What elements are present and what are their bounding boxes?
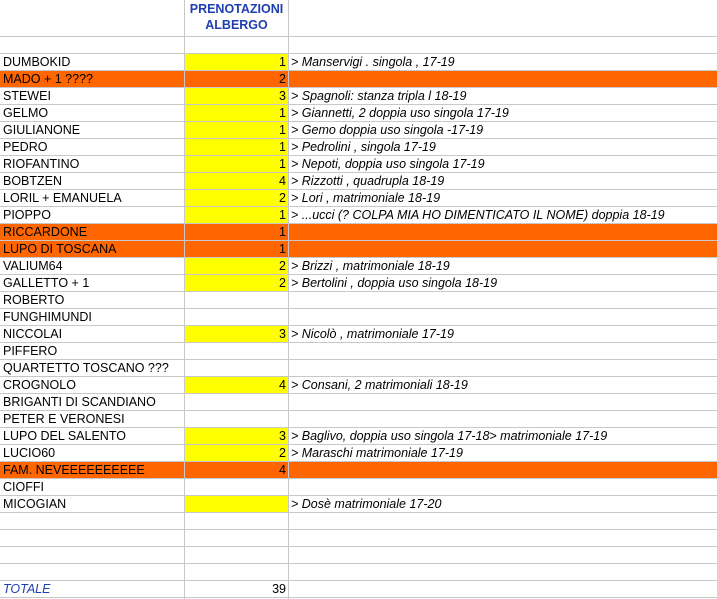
row-divider [0, 189, 717, 190]
booking-note-cell[interactable]: > Nicolò , matrimoniale 17-19 [291, 327, 454, 341]
table-row [0, 326, 717, 343]
header-title[interactable]: PRENOTAZIONI ALBERGO [189, 2, 284, 32]
room-count-cell[interactable] [185, 37, 288, 54]
room-count-cell[interactable]: 4 [185, 377, 288, 394]
guest-name-cell[interactable]: STEWEI [3, 89, 51, 103]
table-row [0, 105, 717, 122]
room-count-cell[interactable]: 2 [185, 445, 288, 462]
room-count-cell[interactable]: 2 [185, 258, 288, 275]
booking-note-cell[interactable]: > Spagnoli: stanza tripla l 18-19 [291, 89, 467, 103]
booking-note-cell[interactable]: > Lori , matrimoniale 18-19 [291, 191, 441, 205]
row-divider [0, 512, 717, 513]
row-divider [0, 308, 717, 309]
table-row [0, 547, 717, 564]
booking-note-cell[interactable] [289, 224, 717, 241]
booking-note-cell[interactable] [289, 462, 717, 479]
table-row [0, 139, 717, 156]
row-divider [0, 325, 717, 326]
row-divider [0, 36, 717, 37]
row-divider [0, 461, 717, 462]
table-row [0, 394, 717, 411]
guest-name-cell[interactable]: PETER E VERONESI [3, 412, 125, 426]
room-count-cell[interactable]: 1 [185, 54, 288, 71]
row-divider [0, 563, 717, 564]
header-row [0, 0, 717, 37]
booking-note-cell[interactable]: > Giannetti, 2 doppia uso singola 17-19 [291, 106, 509, 120]
row-divider [0, 580, 717, 581]
table-row [0, 190, 717, 207]
room-count-cell[interactable] [185, 309, 288, 326]
table-row [0, 462, 717, 479]
guest-name-cell[interactable] [0, 513, 184, 530]
room-count-cell[interactable]: 2 [185, 275, 288, 292]
guest-name-cell[interactable]: FUNGHIMUNDI [3, 310, 92, 324]
booking-note-cell[interactable]: > Gemo doppia uso singola -17-19 [291, 123, 484, 137]
row-divider [0, 529, 717, 530]
booking-note-cell[interactable]: > Maraschi matrimoniale 17-19 [291, 446, 463, 460]
guest-name-cell[interactable]: MICOGIAN [3, 497, 67, 511]
booking-note-cell[interactable] [289, 241, 717, 258]
booking-note-cell[interactable] [289, 309, 717, 326]
guest-name-cell[interactable]: FAM. NEVEEEEEEEEEE [3, 463, 145, 477]
guest-name-cell[interactable]: NICCOLAI [3, 327, 63, 341]
table-row [0, 88, 717, 105]
room-count-cell[interactable] [185, 513, 288, 530]
booking-note-cell[interactable] [289, 394, 717, 411]
table-row [0, 71, 717, 88]
room-count-cell[interactable] [185, 343, 288, 360]
table-row [0, 241, 717, 258]
guest-name-cell[interactable]: GIULIANONE [3, 123, 81, 137]
guest-name-cell[interactable]: DUMBOKID [3, 55, 71, 69]
room-count-cell[interactable]: 3 [185, 326, 288, 343]
row-divider [0, 359, 717, 360]
guest-name-cell[interactable]: RICCARDONE [3, 225, 88, 239]
row-divider [0, 274, 717, 275]
table-row [0, 360, 717, 377]
row-divider [0, 223, 717, 224]
row-divider [0, 597, 717, 598]
guest-name-cell[interactable]: LUPO DI TOSCANA [3, 242, 117, 256]
booking-note-cell[interactable] [289, 360, 717, 377]
room-count-cell[interactable] [185, 530, 288, 547]
row-divider [0, 376, 717, 377]
room-count-cell[interactable]: 3 [185, 88, 288, 105]
row-divider [0, 172, 717, 173]
booking-note-cell[interactable] [289, 530, 717, 547]
room-count-cell[interactable]: 1 [279, 225, 286, 239]
column-divider [288, 0, 289, 599]
room-count-cell[interactable] [185, 360, 288, 377]
guest-name-cell[interactable]: MADO + 1 ???? [3, 72, 93, 86]
table-row [0, 377, 717, 394]
booking-note-cell[interactable]: > Manservigi . singola , 17-19 [291, 55, 455, 69]
booking-note-cell[interactable] [289, 343, 717, 360]
table-row [0, 564, 717, 581]
guest-name-cell[interactable] [0, 530, 184, 547]
row-divider [0, 291, 717, 292]
guest-name-cell[interactable]: BRIGANTI DI SCANDIANO [3, 395, 156, 409]
table-row [0, 428, 717, 445]
table-row [0, 530, 717, 547]
guest-name-cell[interactable]: BOBTZEN [3, 174, 63, 188]
room-count-cell[interactable]: 3 [185, 428, 288, 445]
row-divider [0, 257, 717, 258]
guest-name-cell[interactable]: ROBERTO [3, 293, 65, 307]
guest-name-cell[interactable] [0, 547, 184, 564]
room-count-cell[interactable] [185, 496, 288, 513]
table-row [0, 513, 717, 530]
row-divider [0, 427, 717, 428]
room-count-cell[interactable]: 2 [279, 72, 286, 86]
table-row [0, 479, 717, 496]
table-row [0, 122, 717, 139]
table-row [0, 207, 717, 224]
table-row [0, 224, 717, 241]
room-count-cell[interactable]: 4 [279, 463, 286, 477]
guest-name-cell[interactable]: GELMO [3, 106, 49, 120]
total-value[interactable]: 39 [272, 582, 286, 596]
booking-note-cell[interactable]: > Nepoti, doppia uso singola 17-19 [291, 157, 485, 171]
booking-note-cell[interactable]: > Dosè matrimoniale 17-20 [291, 497, 442, 511]
guest-name-cell[interactable]: LORIL + EMANUELA [3, 191, 122, 205]
room-count-cell[interactable]: 1 [185, 105, 288, 122]
guest-name-cell[interactable]: VALIUM64 [3, 259, 63, 273]
total-row [0, 581, 717, 598]
row-divider [0, 53, 717, 54]
row-divider [0, 342, 717, 343]
room-count-cell[interactable] [185, 394, 288, 411]
table-row [0, 258, 717, 275]
booking-note-cell[interactable] [289, 547, 717, 564]
room-count-cell[interactable]: 4 [185, 173, 288, 190]
table-row [0, 173, 717, 190]
booking-note-cell[interactable]: > Bertolini , doppia uso singola 18-19 [291, 276, 498, 290]
total-label[interactable]: TOTALE [3, 582, 51, 596]
room-count-cell[interactable] [185, 564, 288, 581]
booking-note-cell[interactable] [289, 479, 717, 496]
guest-name-cell[interactable]: LUPO DEL SALENTO [3, 429, 126, 443]
booking-note-cell[interactable] [289, 581, 717, 598]
table-row [0, 496, 717, 513]
guest-name-cell[interactable]: CROGNOLO [3, 378, 76, 392]
guest-name-cell[interactable]: PIOPPO [3, 208, 51, 222]
row-divider [0, 138, 717, 139]
table-row [0, 309, 717, 326]
row-divider [0, 393, 717, 394]
booking-note-cell[interactable]: > Pedrolini , singola 17-19 [291, 140, 436, 154]
table-row [0, 292, 717, 309]
booking-note-cell[interactable] [289, 71, 717, 88]
booking-note-cell[interactable] [289, 564, 717, 581]
room-count-cell[interactable]: 1 [185, 207, 288, 224]
guest-name-cell[interactable]: PEDRO [3, 140, 48, 154]
guest-name-cell[interactable] [0, 564, 184, 581]
guest-name-cell[interactable]: PIFFERO [3, 344, 58, 358]
row-divider [0, 495, 717, 496]
booking-note-cell[interactable] [289, 37, 717, 54]
row-divider [0, 410, 717, 411]
table-row [0, 156, 717, 173]
booking-note-cell[interactable]: > Rizzotti , quadrupla 18-19 [291, 174, 445, 188]
table-row [0, 275, 717, 292]
room-count-cell[interactable] [185, 479, 288, 496]
table-row [0, 54, 717, 71]
table-row [0, 411, 717, 428]
booking-note-cell[interactable] [289, 411, 717, 428]
booking-note-cell[interactable] [289, 513, 717, 530]
room-count-cell[interactable]: 1 [185, 139, 288, 156]
row-divider [0, 240, 717, 241]
booking-note-cell[interactable] [289, 292, 717, 309]
guest-name-cell[interactable]: QUARTETTO TOSCANO ??? [3, 361, 169, 375]
booking-note-cell[interactable]: > Consani, 2 matrimoniali 18-19 [291, 378, 468, 392]
room-count-cell[interactable] [185, 411, 288, 428]
room-count-cell[interactable]: 2 [185, 190, 288, 207]
column-divider [184, 0, 185, 599]
guest-name-cell[interactable]: GALLETTO + 1 [3, 276, 90, 290]
guest-name-cell[interactable] [0, 37, 184, 54]
row-divider [0, 478, 717, 479]
room-count-cell[interactable] [185, 292, 288, 309]
table-row [0, 343, 717, 360]
row-divider [0, 444, 717, 445]
row-divider [0, 87, 717, 88]
row-divider [0, 546, 717, 547]
row-divider [0, 104, 717, 105]
booking-note-cell[interactable]: > ...ucci (? COLPA MIA HO DIMENTICATO IL NOME) doppia 18-19 [291, 208, 665, 222]
table-row [0, 37, 717, 54]
room-count-cell[interactable]: 1 [185, 156, 288, 173]
table-row [0, 445, 717, 462]
row-divider [0, 70, 717, 71]
row-divider [0, 206, 717, 207]
row-divider [0, 155, 717, 156]
room-count-cell[interactable]: 1 [185, 122, 288, 139]
guest-name-cell[interactable]: LUCIO60 [3, 446, 56, 460]
room-count-cell[interactable]: 1 [279, 242, 286, 256]
booking-note-cell[interactable]: > Brizzi , matrimoniale 18-19 [291, 259, 450, 273]
room-count-cell[interactable] [185, 547, 288, 564]
guest-name-cell[interactable]: RIOFANTINO [3, 157, 80, 171]
guest-name-cell[interactable]: CIOFFI [3, 480, 44, 494]
booking-note-cell[interactable]: > Baglivo, doppia uso singola 17-18> matrimoniale 17-19 [291, 429, 608, 443]
row-divider [0, 121, 717, 122]
